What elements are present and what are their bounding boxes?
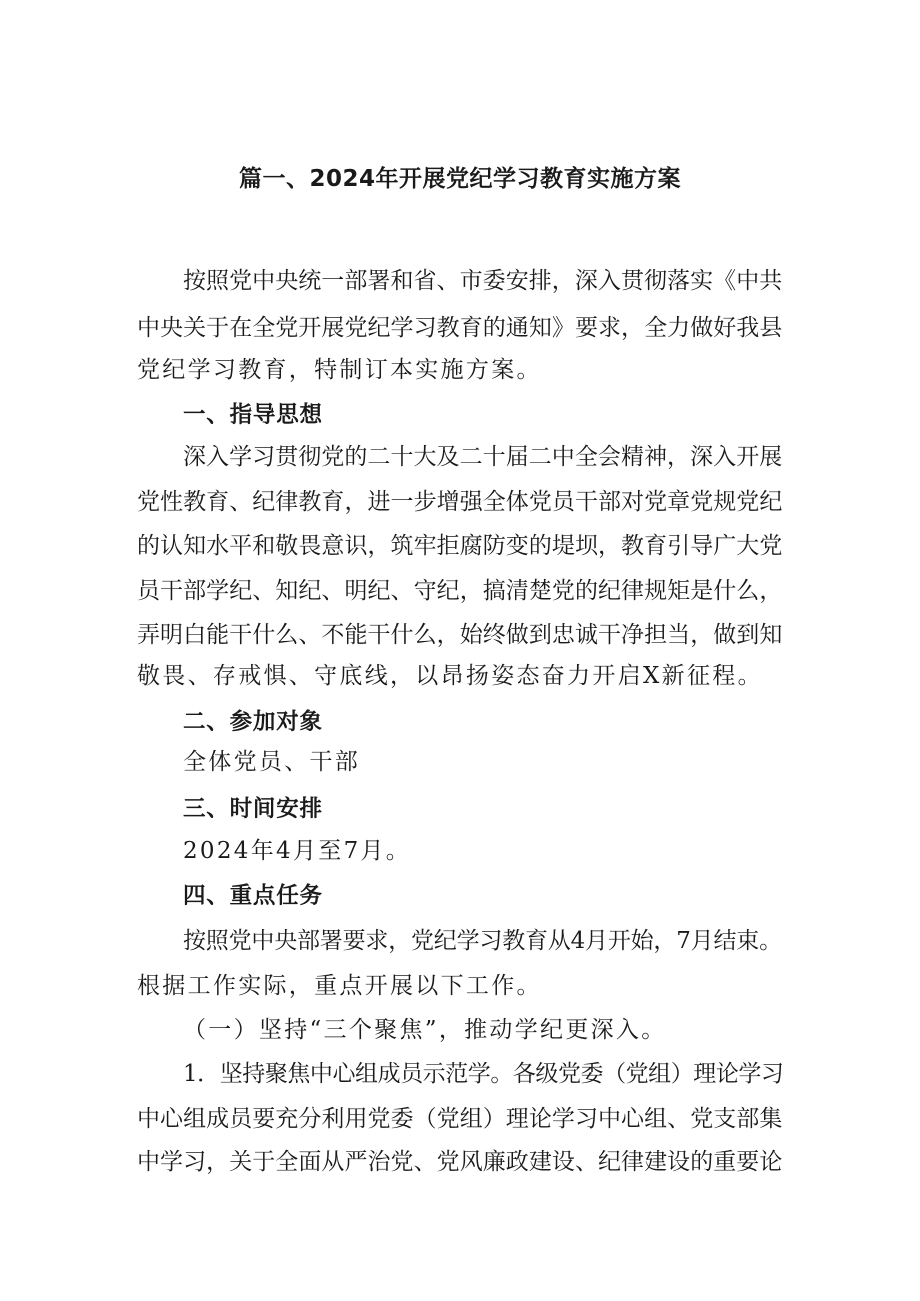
paragraph-line: 1．坚持聚焦中心组成员示范学。各级党委（党组）理论学习 (183, 1061, 784, 1087)
paragraph-line: 党性教育、纪律教育，进一步增强全体党员干部对党章党规党纪 (137, 489, 783, 515)
section-heading: 三、时间安排 (183, 796, 323, 822)
paragraph-line: 中学习，关于全面从严治党、党风廉政建设、纪律建设的重要论 (137, 1149, 783, 1175)
paragraph-line: 深入学习贯彻党的二十大及二十届二中全会精神，深入开展 (183, 444, 783, 470)
paragraph-line: 按照党中央部署要求，党纪学习教育从4月开始，7月结束。 (183, 928, 782, 954)
paragraph-line: 全体党员、干部 (183, 749, 361, 775)
paragraph-line: 根据工作实际，重点开展以下工作。 (137, 973, 542, 999)
paragraph-line: 中央关于在全党开展党纪学习教育的通知》要求，全力做好我县 (137, 315, 783, 341)
paragraph-line: 的认知水平和敬畏意识，筑牢拒腐防变的堤坝，教育引导广大党 (137, 533, 783, 559)
paragraph-line: 按照党中央统一部署和省、市委安排，深入贯彻落实《中共 (183, 268, 783, 294)
section-heading: 四、重点任务 (183, 883, 323, 909)
paragraph-line: 敬畏、存戒惧、守底线，以昂扬姿态奋力开启X新征程。 (137, 663, 763, 689)
paragraph-line: 党纪学习教育，特制订本实施方案。 (137, 357, 542, 383)
paragraph-line: 2024年4月至7月。 (183, 838, 412, 864)
document-title: 篇一、2024年开展党纪学习教育实施方案 (238, 166, 681, 192)
subsection-heading: （一）坚持“三个聚焦”，推动学纪更深入。 (183, 1017, 667, 1043)
paragraph-line: 弄明白能干什么、不能干什么，始终做到忠诚干净担当，做到知 (137, 622, 783, 648)
section-heading: 二、参加对象 (183, 709, 323, 735)
paragraph-line: 中心组成员要充分利用党委（党组）理论学习中心组、党支部集 (137, 1106, 783, 1132)
paragraph-line: 员干部学纪、知纪、明纪、守纪，搞清楚党的纪律规矩是什么， (137, 578, 783, 604)
section-heading: 一、指导思想 (183, 402, 323, 428)
